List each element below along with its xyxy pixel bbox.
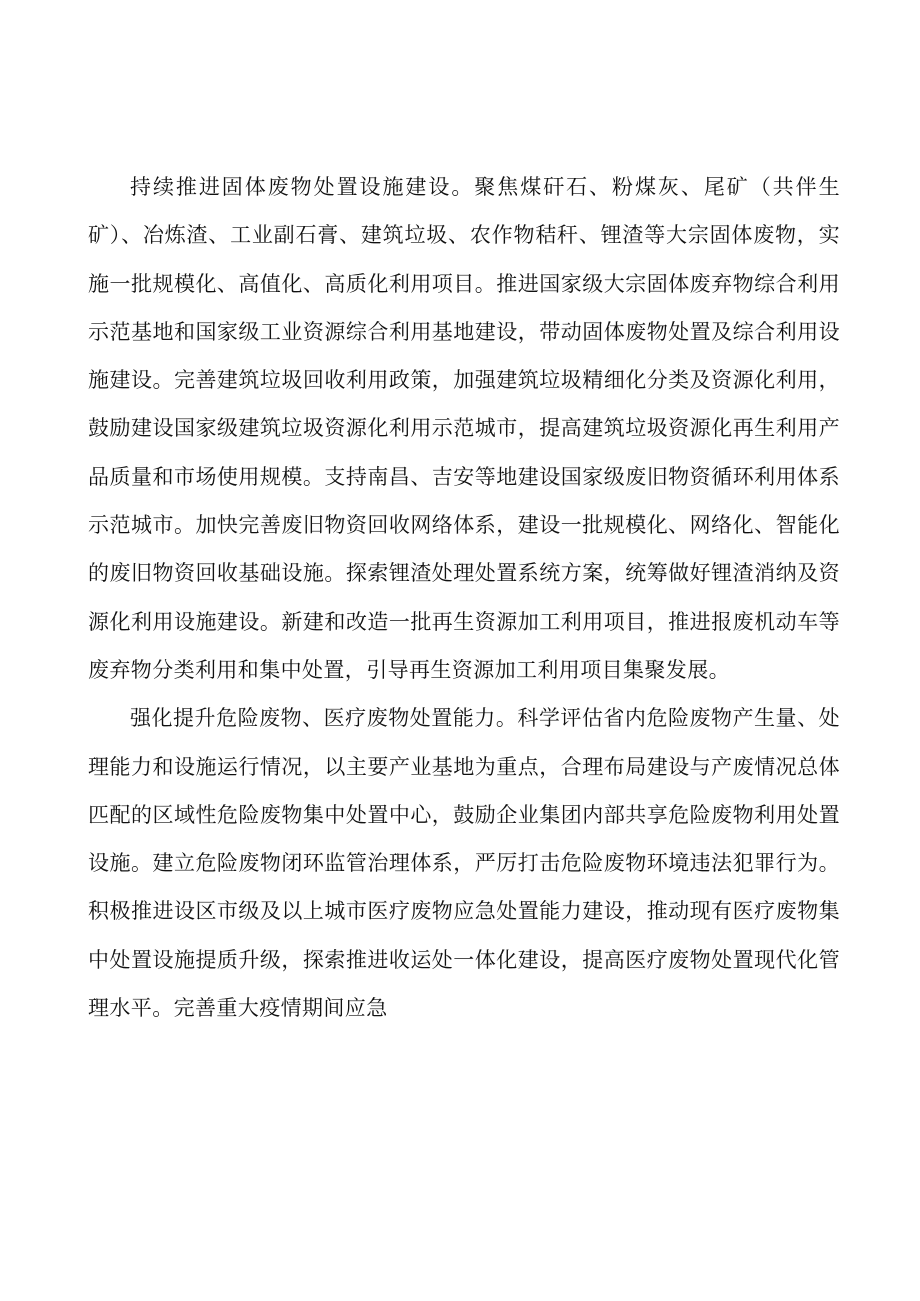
paragraph-solid-waste: 持续推进固体废物处置设施建设。聚焦煤矸石、粉煤灰、尾矿（共伴生矿）、冶炼渣、工业副石膏、建筑垃圾、农作物秸秆、锂渣等大宗固体废物，实施一批规模化、高值化、高质化利用项目。推进国家级大宗固体废弃物综合利用示范基地和国家级工业资源综合利用基地建设，带动固体废物处置及综合利用设施建设。完善建筑垃圾回收利用政策，加强建筑垃圾精细化分类及资源化利用，鼓励建设国家级建筑垃圾资源化利用示范城市，提高建筑垃圾资源化再生利用产品质量和市场使用规模。支持南昌、吉安等地建设国家级废旧物资循环利用体系示范城市。加快完善废旧物资回收网络体系，建设一批规模化、网络化、智能化的废旧物资回收基础设施。探索锂渣处理处置系统方案，统筹做好锂渣消纳及资源化利用设施建设。新建和改造一批再生资源加工利用项目，推进报废机动车等废弃物分类利用和集中处置，引导再生资源加工利用项目集聚发展。 bbox=[88, 175, 840, 682]
paragraph-hazardous-waste: 强化提升危险废物、医疗废物处置能力。科学评估省内危险废物产生量、处理能力和设施运行情况，以主要产业基地为重点，合理布局建设与产废情况总体匹配的区域性危险废物集中处置中心，鼓励企业集团内部共享危险废物利用处置设施。建立危险废物闭环监管治理体系，严厉打击危险废物环境违法犯罪行为。积极推进设区市级及以上城市医疗废物应急处置能力建设，推动现有医疗废物集中处置设施提质升级，探索推进收运处一体化建设，提高医疗废物处置现代化管理水平。完善重大疫情期间应急 bbox=[88, 706, 840, 1021]
document-body bbox=[88, 163, 840, 1032]
